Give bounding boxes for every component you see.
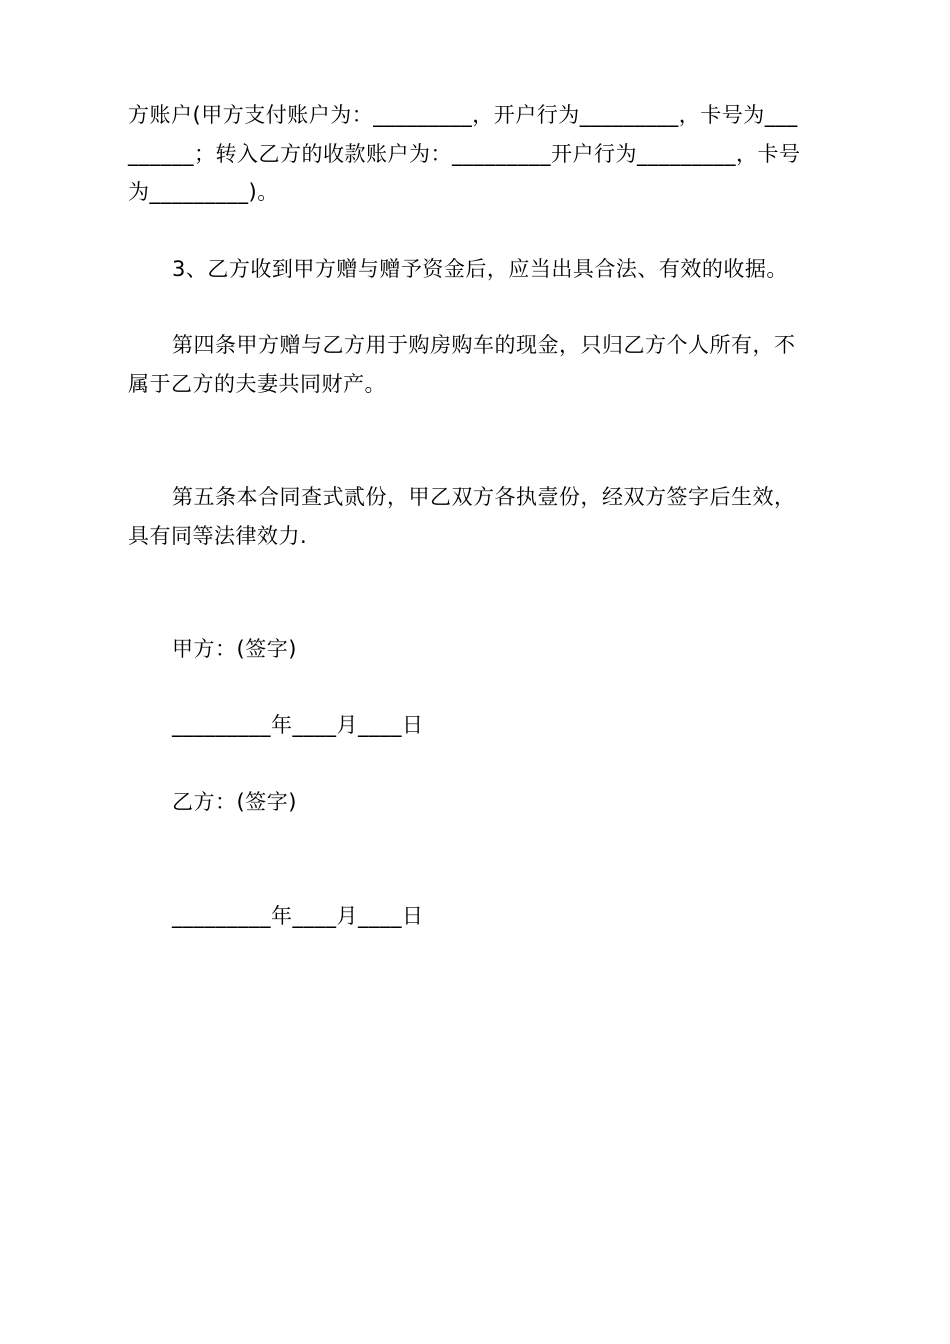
party-b-signature: 乙方：(签字) bbox=[172, 790, 297, 814]
party-a-signature: 甲方：(签字) bbox=[172, 637, 297, 661]
clause2-line-3: 为_________)。 bbox=[128, 180, 279, 204]
article5-line-2: 具有同等法律效力. bbox=[128, 524, 308, 548]
article5-line-1: 第五条本合同查式贰份，甲乙双方各执壹份，经双方签字后生效， bbox=[172, 485, 796, 509]
article4-line-1: 第四条甲方赠与乙方用于购房购车的现金，只归乙方个人所有，不 bbox=[172, 333, 796, 357]
clause2-line-2: ______；转入乙方的收款账户为：_________开户行为_________，卡号 bbox=[128, 142, 801, 166]
clause3-text: 3、乙方收到甲方赠与赠予资金后，应当出具合法、有效的收据。 bbox=[172, 257, 788, 281]
party-a-date: _________年____月____日 bbox=[172, 713, 424, 737]
party-b-date: _________年____月____日 bbox=[172, 904, 424, 928]
article4-line-2: 属于乙方的夫妻共同财产。 bbox=[128, 372, 386, 396]
clause2-line-1: 方账户(甲方支付账户为：_________，开户行为_________，卡号为___ bbox=[128, 103, 798, 127]
